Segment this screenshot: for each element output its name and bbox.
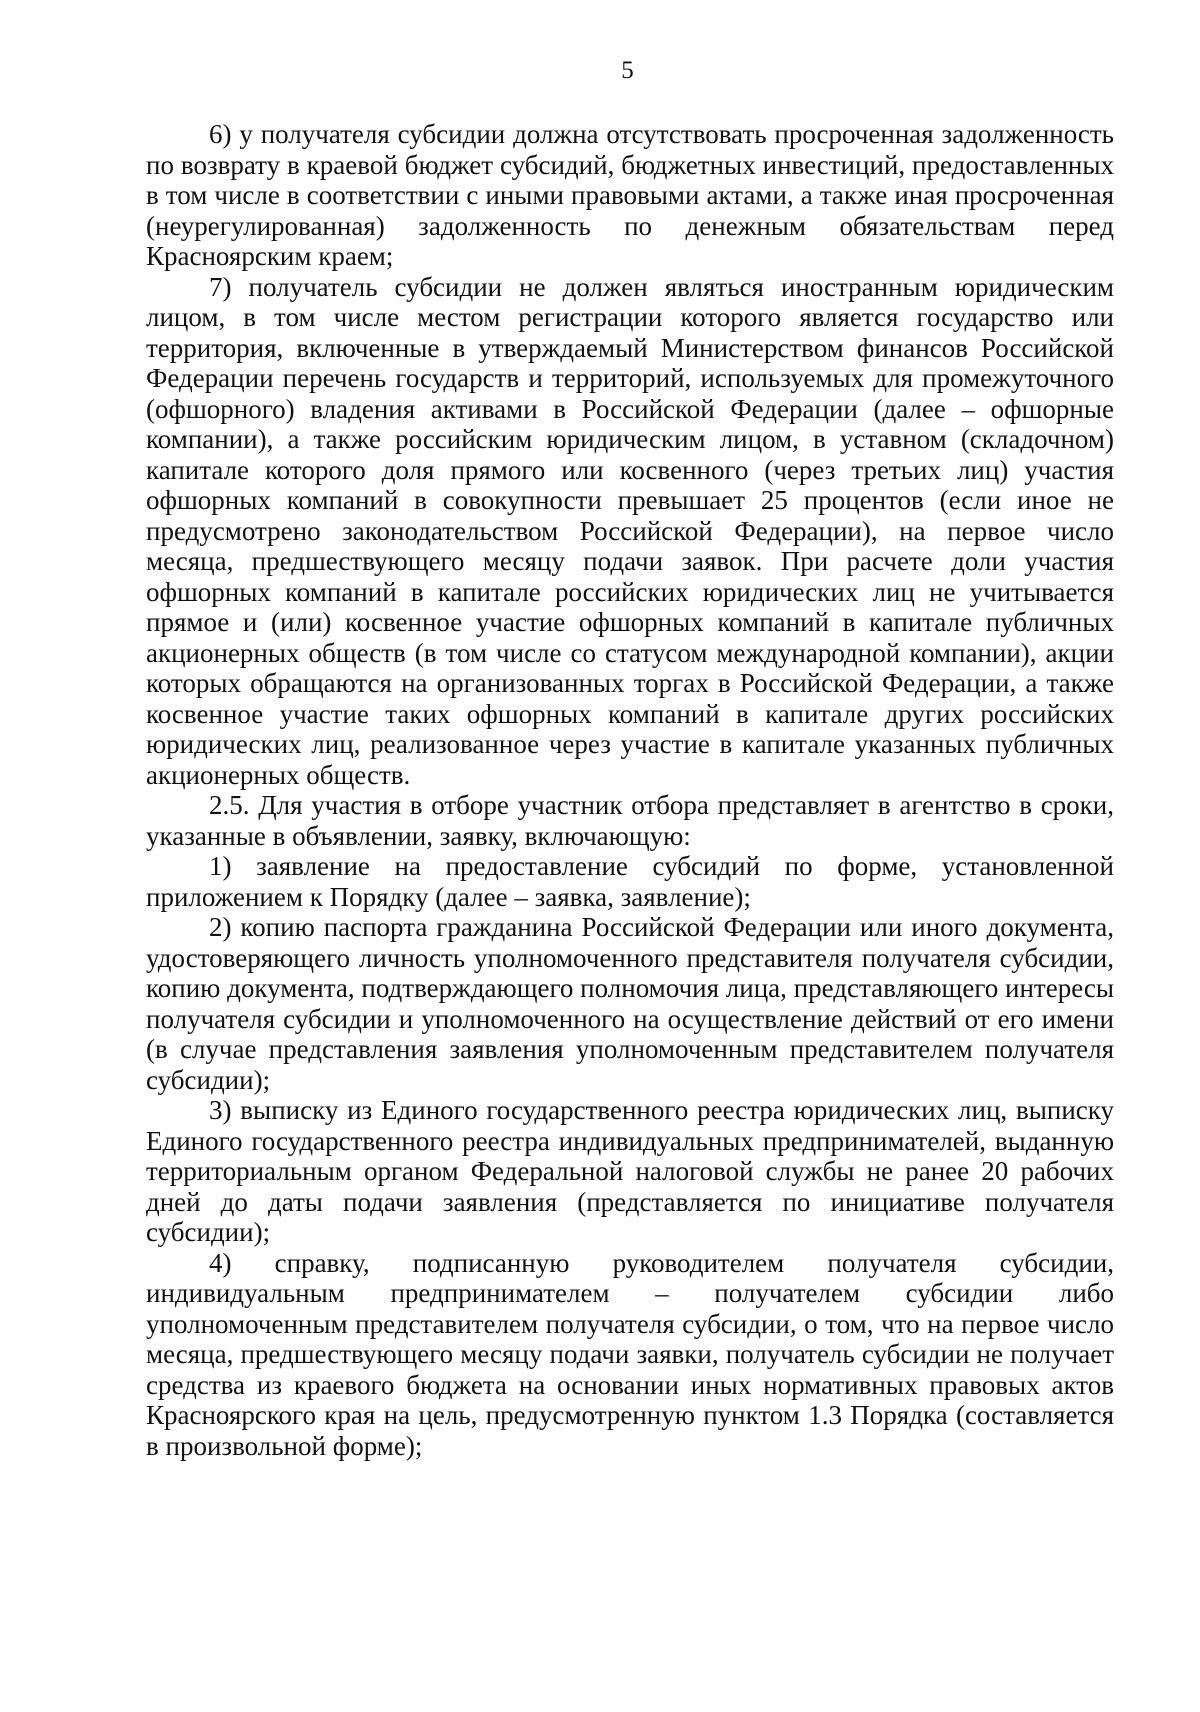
paragraph-item-6: 6) у получателя субсидии должна отсутствовать просроченная задолженность по возврату в краевой бюджет субсидий, бюджетных инвестиций, предоставленных в том числе в соответствии с иными правовыми актами, а также иная просроченная (неурегулированная) задолженность по денежным обязательствам перед Красноярским краем; bbox=[146, 119, 1114, 271]
paragraph-list-item-3: 3) выписку из Единого государственного реестра юридических лиц, выписку Единого государственного реестра индивидуальных предпринимателей, выданную территориальным органом Федеральной налоговой службы не ранее 20 рабочих дней до даты подачи заявления (представляется по инициативе получателя субсидии); bbox=[146, 1095, 1114, 1247]
paragraph-list-item-4: 4) справку, подписанную руководителем получателя субсидии, индивидуальным предпринимателем – получателем субсидии либо уполномоченным представителем получателя субсидии, о том, что на первое число месяца, предшествующего месяцу подачи заявки, получатель субсидии не получает средства из краевого бюджета на основании иных нормативных правовых актов Красноярского края на цель, предусмотренную пунктом 1.3 Порядка (составляется в произвольной форме); bbox=[146, 1247, 1114, 1461]
paragraph-section-2-5: 2.5. Для участия в отборе участник отбора представляет в агентство в сроки, указанные в объявлении, заявку, включающую: bbox=[146, 790, 1114, 851]
page-number: 5 bbox=[621, 57, 634, 84]
document-body bbox=[146, 119, 1114, 1461]
paragraph-item-7: 7) получатель субсидии не должен являться иностранным юридическим лицом, в том числе местом регистрации которого является государство или территория, включенные в утверждаемый Министерством финансов Российской Федерации перечень государств и территорий, используемых для промежуточного (офшорного) владения активами в Российской Федерации (далее – офшорные компании), а также российским юридическим лицом, в уставном (складочном) капитале которого доля прямого или косвенного (через третьих лиц) участия офшорных компаний в совокупности превышает 25 процентов (если иное не предусмотрено законодательством Российской Федерации), на первое число месяца, предшествующего месяцу подачи заявок. При расчете доли участия офшорных компаний в капитале российских юридических лиц не учитывается прямое и (или) косвенное участие офшорных компаний в капитале публичных акционерных обществ (в том числе со статусом международной компании), акции которых обращаются на организованных торгах в Российской Федерации, а также косвенное участие таких офшорных компаний в капитале других российских юридических лиц, реализованное через участие в капитале указанных публичных акционерных обществ. bbox=[146, 271, 1114, 790]
paragraph-list-item-2: 2) копию паспорта гражданина Российской Федерации или иного документа, удостоверяющего личность уполномоченного представителя получателя субсидии, копию документа, подтверждающего полномочия лица, представляющего интересы получателя субсидии и уполномоченного на осуществление действий от его имени (в случае представления заявления уполномоченным представителем получателя субсидии); bbox=[146, 912, 1114, 1095]
paragraph-list-item-1: 1) заявление на предоставление субсидий по форме, установленной приложением к Порядку (далее – заявка, заявление); bbox=[146, 851, 1114, 912]
